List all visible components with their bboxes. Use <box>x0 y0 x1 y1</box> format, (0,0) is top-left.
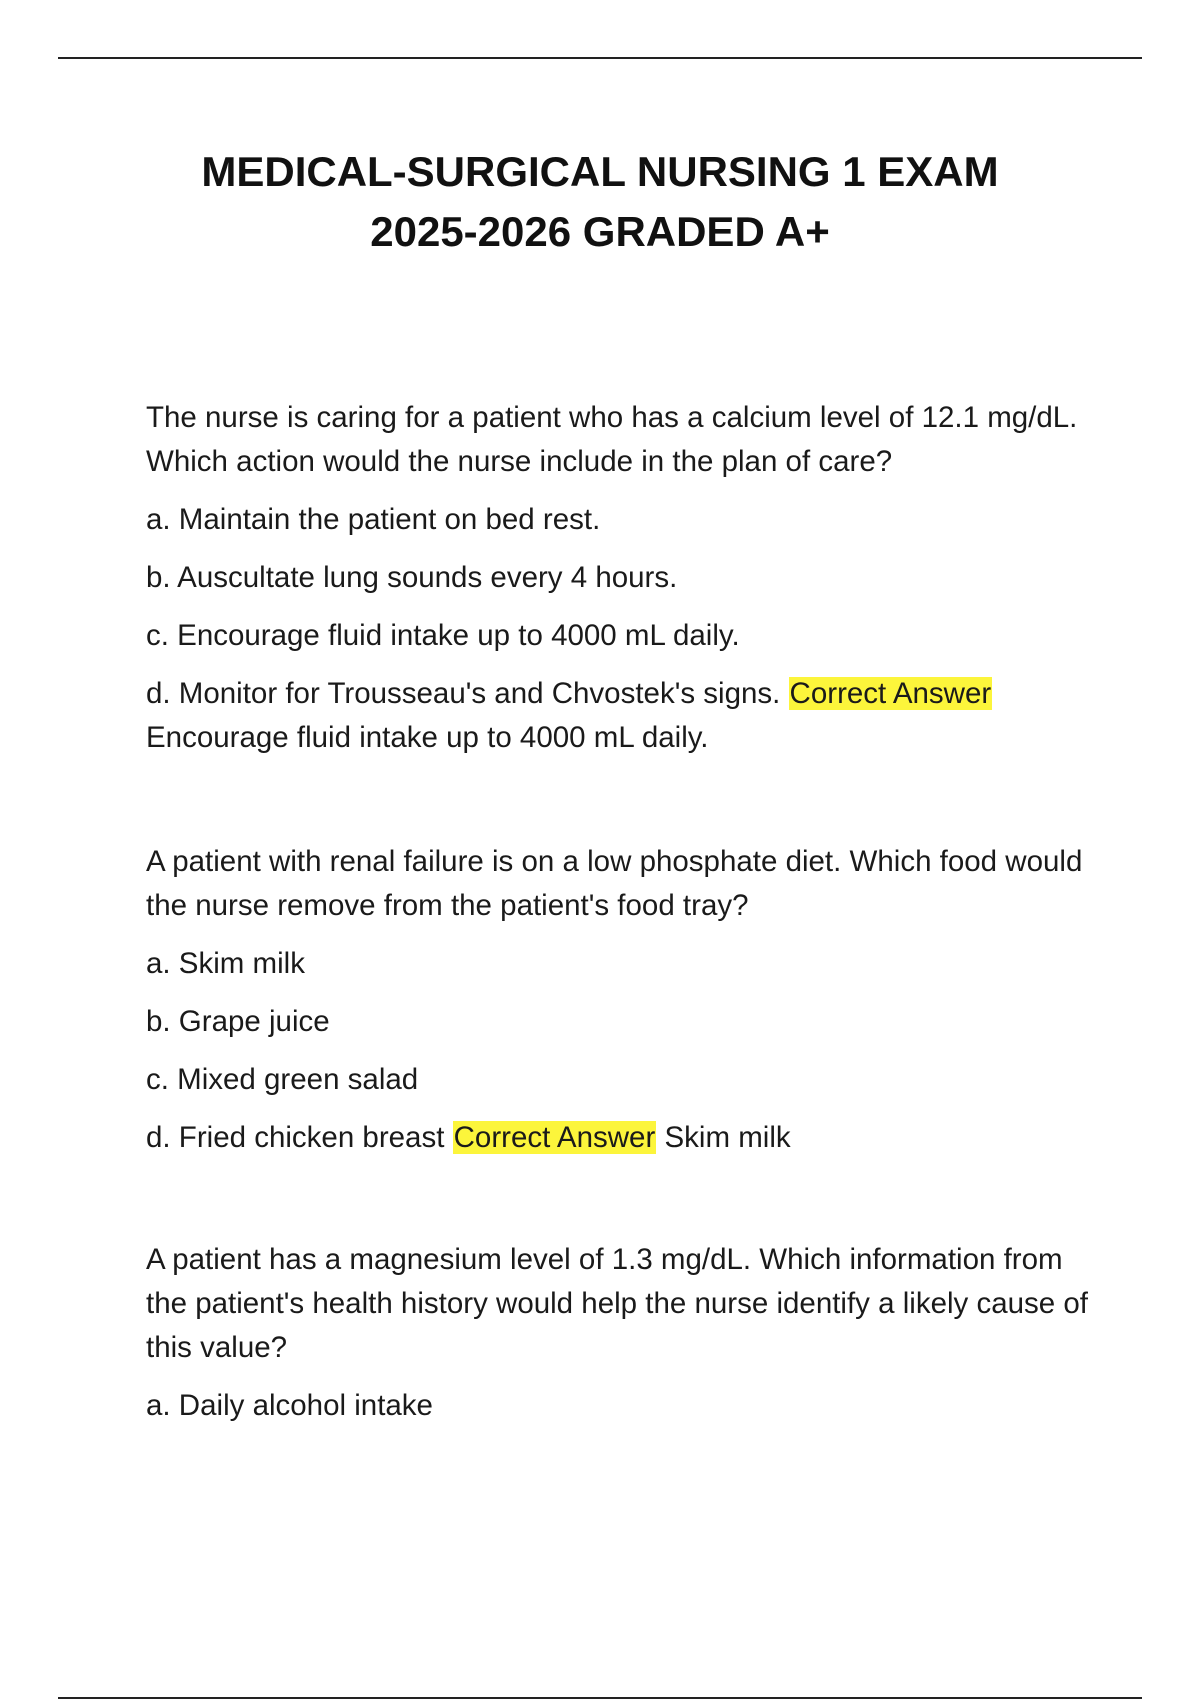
option-d-with-answer <box>146 672 1091 760</box>
correct-answer-highlight: Correct Answer <box>453 1121 656 1154</box>
question-text: A patient with renal failure is on a low phosphate diet. Which food would the nurse remove from the patient's food tray? <box>146 845 1083 922</box>
question-text: The nurse is caring for a patient who has a calcium level of 12.1 mg/dL. Which action would the nurse include in the plan of care? <box>146 401 1078 478</box>
option-b: b. Auscultate lung sounds every 4 hours. <box>146 561 678 594</box>
option-d: d. Monitor for Trousseau's and Chvostek's signs. <box>146 677 781 710</box>
option-d: d. Fried chicken breast <box>146 1121 445 1154</box>
option-a: a. Daily alcohol intake <box>146 1389 433 1422</box>
answer-text: Skim milk <box>664 1121 791 1154</box>
question-block-2 <box>146 840 1091 1160</box>
question-block-3 <box>146 1238 1091 1428</box>
page-title <box>0 142 1200 262</box>
correct-answer-highlight: Correct Answer <box>789 677 992 710</box>
bottom-rule <box>58 1697 1142 1699</box>
option-c: c. Encourage fluid intake up to 4000 mL daily. <box>146 619 740 652</box>
option-c: c. Mixed green salad <box>146 1063 419 1096</box>
option-a: a. Skim milk <box>146 947 305 980</box>
question-block-1 <box>146 396 1091 760</box>
question-text: A patient has a magnesium level of 1.3 mg/dL. Which information from the patient's health history would help the nurse identify a likely cause of this value? <box>146 1243 1088 1364</box>
title-line-2: 2025-2026 GRADED A+ <box>370 208 830 255</box>
option-b: b. Grape juice <box>146 1005 330 1038</box>
answer-text: Encourage fluid intake up to 4000 mL daily. <box>146 721 709 754</box>
title-line-1: MEDICAL-SURGICAL NURSING 1 EXAM <box>201 148 999 195</box>
question-list <box>146 396 1091 1428</box>
top-rule <box>58 57 1142 59</box>
option-a: a. Maintain the patient on bed rest. <box>146 503 601 536</box>
option-d-with-answer <box>146 1116 1091 1160</box>
